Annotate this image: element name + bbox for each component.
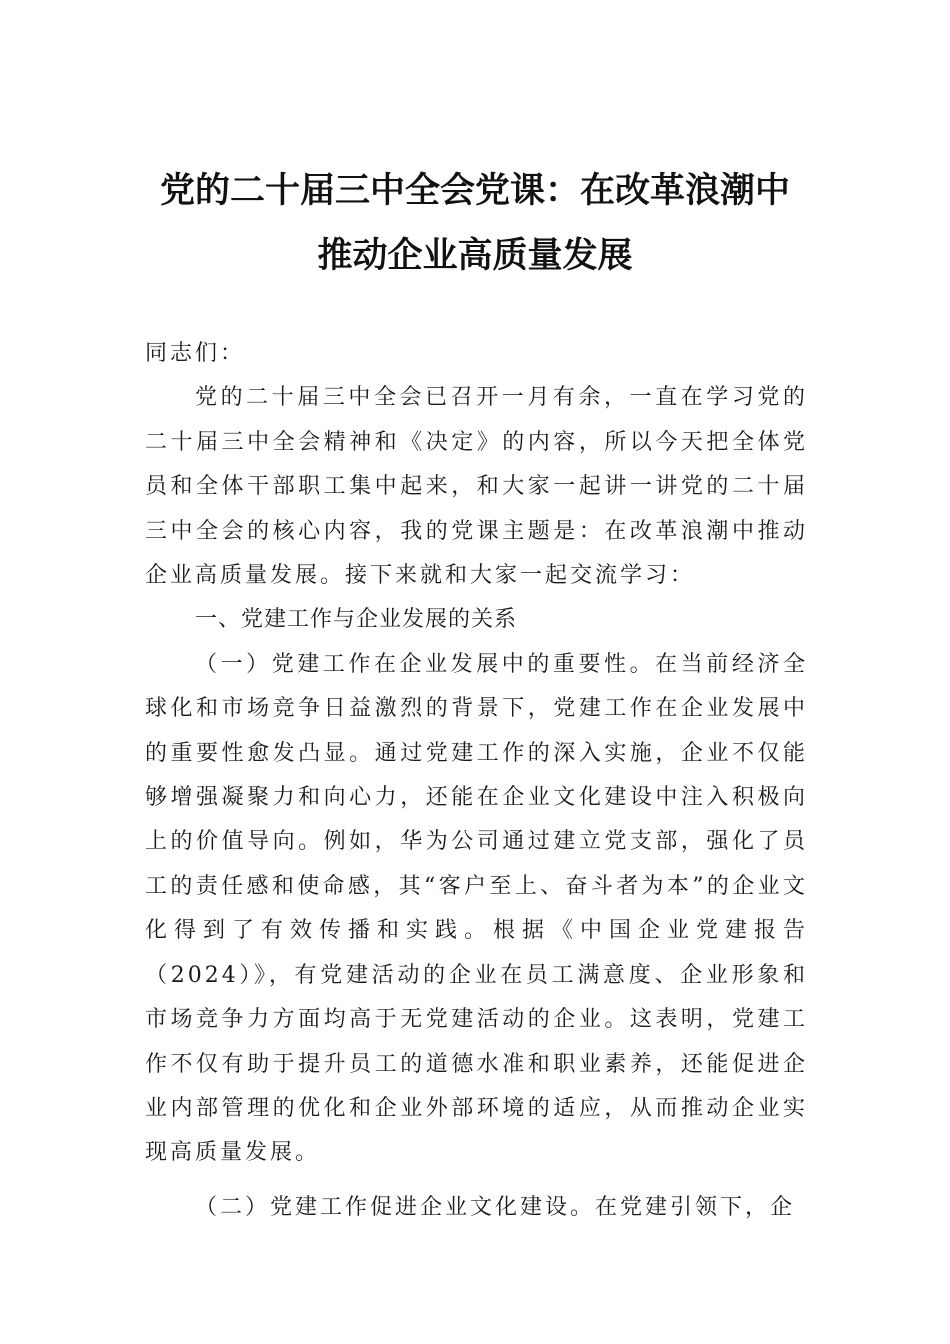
subsection-1-heading: （一）党建工作在企业发展中的重要性。 bbox=[195, 651, 656, 677]
document-title-line-2: 推动企业高质量发展 bbox=[317, 235, 633, 276]
document-body bbox=[145, 332, 808, 1230]
salutation: 同志们： bbox=[145, 341, 246, 366]
subsection-1-text: 在当前经济全球化和市场竞争日益激烈的背景下，党建工作在企业发展中的重要性愈发凸显。通过党建工作的深入实施，企业不仅能够增强凝聚力和向心力，还能在企业文化建设中注入积极向上的价值导向。例如，华为公司通过建立党支部，强化了员工的责任感和使命感，其“客户至上、奋斗者为本”的企业文化得到了有效传播和实践。根据《中国企业党建报告（2024）》，有党建活动的企业在员工满意度、企业形象和市场竞争力方面均高于无党建活动的企业。这表明，党建工作不仅有助于提升员工的道德水准和职业素养，还能促进企业内部管理的优化和企业外部环境的适应，从而推动企业实现高质量发展。 bbox=[145, 651, 808, 1166]
intro-paragraph: 党的二十届三中全会已召开一月有余，一直在学习党的二十届三中全会精神和《决定》的内容，所以今天把全体党员和全体干部职工集中起来，和大家一起讲一讲党的二十届三中全会的核心内容，我的党课主题是：在改革浪潮中推动企业高质量发展。接下来就和大家一起交流学习： bbox=[145, 385, 808, 589]
subsection-2-paragraph bbox=[145, 1186, 808, 1230]
section-1-heading: 一、党建工作与企业发展的关系 bbox=[195, 607, 518, 633]
subsection-2-heading: （二）党建工作促进企业文化建设。 bbox=[195, 1194, 596, 1220]
subsection-1-paragraph bbox=[145, 643, 808, 1176]
subsection-2-text: 在党建引领下，企 bbox=[595, 1194, 796, 1220]
document-title-line-1: 党的二十届三中全会党课：在改革浪潮中 bbox=[159, 170, 790, 211]
paragraph-gap bbox=[145, 1176, 808, 1186]
